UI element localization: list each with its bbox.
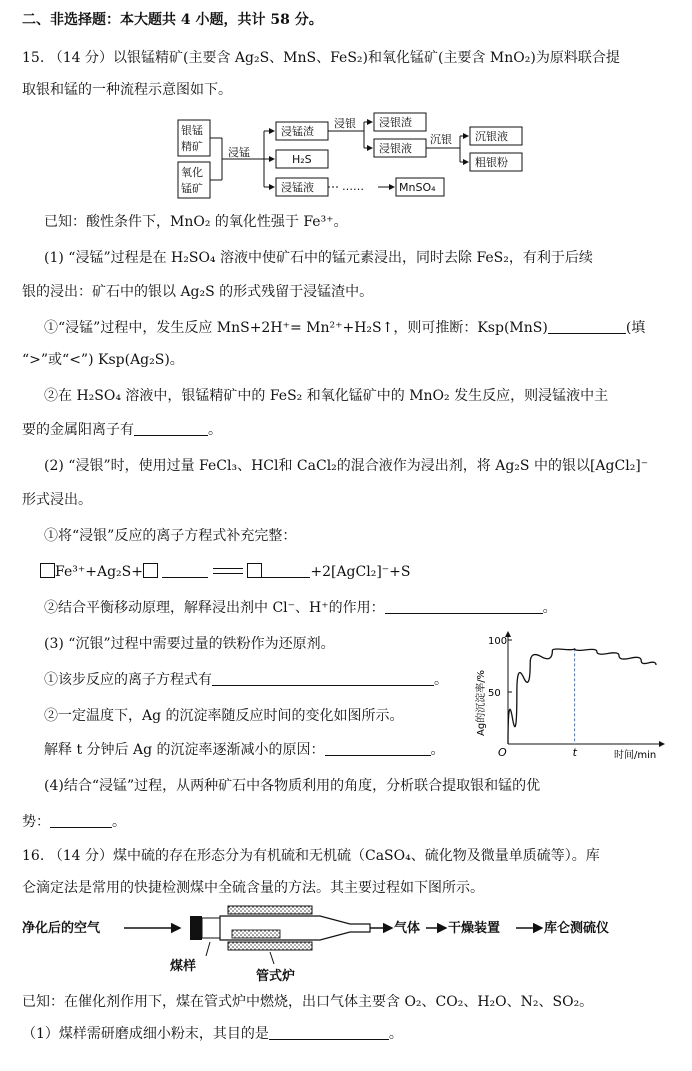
q15-intro-line2: 取银和锰的一种流程示意图如下。	[22, 82, 232, 98]
eq-right: +2[AgCl₂]⁻+S	[310, 564, 411, 580]
flow-ag-liquor: 浸银液	[379, 142, 412, 155]
chart-xlabel: 时间/min	[614, 750, 657, 761]
chart-origin-label: O	[498, 746, 507, 759]
y-tick-label: 100	[488, 636, 508, 647]
answer-blank-advantage[interactable]	[50, 813, 112, 828]
period: 。	[542, 600, 557, 616]
equilibrium-arrow-icon	[213, 565, 243, 577]
coef-box-1[interactable]	[40, 563, 55, 578]
coef-box-3[interactable]	[247, 563, 262, 578]
ion-equation	[40, 562, 411, 582]
flow-step-ppt: 沉银	[430, 133, 452, 146]
q15-p3-q2: ②一定温度下，Ag 的沉淀率随反应时间的变化如图所示。	[44, 708, 404, 724]
answer-blank-cations[interactable]	[134, 421, 208, 436]
q15-p2-q2-text: ②结合平衡移动原理，解释浸出剂中 Cl⁻、H⁺的作用：	[44, 600, 385, 616]
answer-blank-ksp[interactable]	[548, 319, 626, 334]
y-tick-label: 50	[488, 688, 501, 699]
dryer-label: 干燥装置	[448, 921, 501, 936]
period: 。	[208, 422, 222, 438]
air-label: 净化后的空气	[22, 921, 101, 936]
sample-label: 煤样	[170, 959, 197, 974]
q15-p1-q2: ②在 H₂SO₄ 溶液中，银锰精矿中的 FeS₂ 和氧化锰矿中的 MnO₂ 发生反应，则浸锰液中主	[44, 388, 609, 404]
q15-p2-line1: (2) “浸银”时，使用过量 FeCl₃、HCl和 CaCl₂的混合液作为浸出剂，将 Ag₂S 中的银以[AgCl₂]⁻	[44, 458, 649, 474]
q16-p1-text: （1）煤样需研磨成细小粉末，其目的是	[22, 1026, 269, 1042]
q15-p2-q2	[44, 598, 557, 618]
coulometric-apparatus-diagram	[20, 902, 660, 984]
eq-blank-1[interactable]	[162, 563, 208, 578]
eq-left: Fe³⁺+Ag₂S+	[55, 564, 143, 580]
answer-blank-reason[interactable]	[325, 741, 431, 756]
eq-blank-2[interactable]	[262, 563, 310, 578]
answer-blank-grind[interactable]	[269, 1025, 389, 1040]
q15-intro-line1: 15. （14 分）以银锰精矿(主要含 Ag₂S、MnS、FeS₂)和氧化锰矿(主要含 MnO₂)为原料联合提	[22, 50, 620, 66]
answer-blank-ionic-eq[interactable]	[212, 671, 434, 686]
q16-known: 已知：在催化剂作用下，煤在管式炉中燃烧，出口气体主要含 O₂、CO₂、H₂O、N₂、SO₂。	[22, 994, 594, 1010]
q16-intro-line1: 16. （14 分）煤中硫的存在形态分为有机硫和无机硫（CaSO₄、硫化物及微量单质硫等）。库	[22, 848, 600, 864]
flow-ore1-line1: 银锰	[181, 124, 203, 137]
flow-ppt-liquor: 沉银液	[475, 130, 508, 143]
period: 。	[112, 814, 126, 830]
q15-p3-q1-text: ①该步反应的离子方程式有	[44, 672, 212, 688]
q16-intro-line2: 仑滴定法是常用的快捷检测煤中全硫含量的方法。其主要过程如下图所示。	[22, 880, 484, 896]
flow-h2s: H₂S	[292, 153, 312, 166]
q15-p1-line2: 银的浸出：矿石中的银以 Ag₂S 的形式残留于浸锰渣中。	[22, 284, 374, 300]
period: 。	[434, 672, 448, 688]
q15-p1-q1-cont: “>”或“<”) Ksp(Ag₂S)。	[22, 352, 184, 368]
q15-p1-q2-text: 要的金属阳离子有	[22, 422, 134, 438]
q15-known: 已知：酸性条件下，MnO₂ 的氧化性强于 Fe³⁺。	[44, 214, 348, 230]
titrator-label: 库仑测硫仪	[544, 921, 610, 936]
flow-ore2-line2: 锰矿	[181, 182, 203, 195]
flow-crude-ag: 粗银粉	[475, 156, 508, 169]
q15-p3-line1: (3) “沉银”过程中需要过量的铁粉作为还原剂。	[44, 636, 335, 652]
period: 。	[430, 742, 445, 758]
series-line	[508, 648, 656, 744]
period: 。	[388, 1026, 403, 1042]
ag-precipitation-chart	[470, 626, 670, 766]
q15-p1-line1: (1) “浸锰”过程是在 H₂SO₄ 溶液中使矿石中的锰元素浸出，同时去除 FeS₂，有利于后续	[44, 250, 593, 266]
q15-p2-q1: ①将“浸银”反应的离子方程式补充完整：	[44, 528, 297, 544]
q15-p3-q1	[44, 670, 448, 690]
q15-p1-q2-cont	[22, 420, 222, 440]
q15-p3-q2-cont	[44, 740, 445, 760]
answer-blank-role[interactable]	[385, 599, 543, 614]
coef-box-2[interactable]	[143, 563, 158, 578]
q15-p2-line2: 形式浸出。	[22, 492, 92, 508]
section-title: 二、非选择题：本大题共 4 小题，共计 58 分。	[22, 12, 323, 28]
flow-ag-residue: 浸银渣	[379, 116, 412, 129]
q15-p1-q1	[44, 318, 645, 338]
q16-p1	[22, 1024, 403, 1044]
q15-p1-q1-fill: (填	[625, 320, 646, 336]
flow-ore1-line2: 精矿	[181, 140, 203, 153]
flow-mn-residue: 浸锰渣	[281, 125, 314, 138]
flow-dots: ……	[342, 180, 364, 193]
furnace-label: 管式炉	[256, 969, 296, 984]
t-tick-label: t	[572, 746, 577, 759]
q15-p4-line1: (4)结合“浸锰”过程，从两种矿石中各物质利用的角度，分析联合提取银和锰的优	[44, 778, 541, 794]
q15-p1-q1-text: ①“浸锰”过程中，发生反应 MnS+2H⁺= Mn²⁺+H₂S↑，则可推断：Ksp(MnS)	[44, 320, 548, 336]
q15-p4-text: 势：	[22, 814, 50, 830]
flow-step-mn: 浸锰	[228, 146, 250, 159]
q15-p4-line2	[22, 812, 126, 832]
gas-label: 气体	[394, 921, 421, 936]
flow-ore2-line1: 氧化	[181, 166, 203, 179]
flow-mn-liquor: 浸锰液	[281, 181, 314, 194]
flow-mnso4: MnSO₄	[399, 181, 436, 194]
process-flow-diagram	[176, 110, 526, 205]
q15-p3-q2-text: 解释 t 分钟后 Ag 的沉淀率逐渐减小的原因：	[44, 742, 325, 758]
chart-ylabel: Ag的沉淀率/%	[476, 669, 487, 736]
flow-step-ag: 浸银	[334, 117, 356, 130]
